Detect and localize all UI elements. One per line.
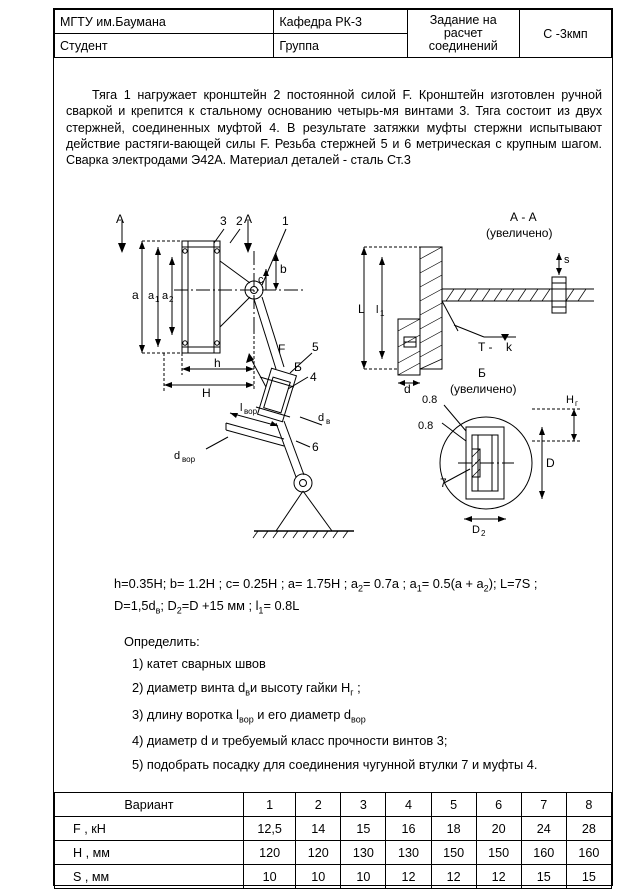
callout-6: 6 — [312, 440, 319, 454]
cell-f-7: 24 — [521, 817, 566, 841]
dim-D: D — [546, 456, 555, 470]
student-cell: Студент — [55, 34, 274, 58]
dim-dvorotok-sub: вор — [182, 455, 196, 464]
cell-f-6: 20 — [476, 817, 521, 841]
dim-D2: D — [472, 524, 480, 536]
formula-l2-sub1: в — [155, 606, 161, 617]
dim-h: h — [214, 356, 221, 370]
cell-s-6: 12 — [476, 865, 521, 889]
formula-l1-a: h=0.35H; b= 1.2H ; c= 0.25H ; a= 1.75H ; a — [114, 576, 359, 591]
cell-s-2: 10 — [296, 865, 341, 889]
formula-block — [114, 574, 584, 619]
determine-item-3-sub: вор — [239, 714, 254, 725]
cell-variant-7: 7 — [521, 793, 566, 817]
formula-l1-sub3: 2 — [483, 583, 489, 594]
cell-s-8: 15 — [566, 865, 611, 889]
formula-l1-mid: = 0.7a ; a — [363, 576, 417, 591]
dim-Hg: H — [566, 394, 574, 406]
cell-h-4: 130 — [386, 841, 431, 865]
determine-item-4: 4) диаметр d и требуемый класс прочности винтов 3; — [132, 733, 448, 749]
dim-c: c — [258, 274, 264, 286]
cell-h-8: 160 — [566, 841, 611, 865]
dim-l1-sub: 1 — [380, 309, 385, 318]
cell-s-4: 12 — [386, 865, 431, 889]
formula-line-1 — [114, 574, 584, 596]
determine-item-2-end: ; — [353, 680, 361, 695]
dim-lvorotok-sub: вор — [244, 407, 258, 416]
cell-s-5: 12 — [431, 865, 476, 889]
department-cell: Кафедра РК-3 — [274, 10, 407, 34]
cell-variant-3: 3 — [341, 793, 386, 817]
detail-b-title: Б — [478, 366, 486, 380]
determine-item-2-a: 2) диаметр винта d — [132, 680, 246, 695]
callout-2: 2 — [236, 214, 243, 228]
callout-5: 5 — [312, 340, 319, 354]
drawing-svg — [54, 201, 612, 561]
cell-variant-5: 5 — [431, 793, 476, 817]
dim-d: d — [404, 382, 411, 396]
cell-f-3: 15 — [341, 817, 386, 841]
row-label-variant: Вариант — [55, 793, 244, 817]
determine-item-3-a: 3) длину воротка l — [132, 706, 240, 722]
row-label-s: S , мм — [55, 865, 244, 889]
dim-l1: l — [376, 304, 379, 316]
group-cell: Группа — [274, 34, 407, 58]
formula-l2-a: D=1,5d — [114, 598, 156, 614]
label-t-k: T - — [478, 340, 493, 354]
label-a-right: А — [244, 212, 253, 226]
cell-variant-4: 4 — [386, 793, 431, 817]
dim-a2-sub: 2 — [169, 295, 174, 304]
cell-h-5: 150 — [431, 841, 476, 865]
detail-b-sub: (увеличено) — [450, 382, 517, 396]
cell-s-1: 10 — [244, 865, 296, 889]
dim-L: L — [358, 302, 365, 316]
determine-item-5: 5) подобрать посадку для соединения чугунной втулки 7 и муфты 4. — [132, 757, 538, 773]
cell-f-5: 18 — [431, 817, 476, 841]
dim-Hg-sub: г — [575, 399, 578, 408]
determine-item-2-tail: и высоту гайки Н — [250, 680, 351, 695]
dim-a: a — [132, 288, 139, 302]
cell-f-2: 14 — [296, 817, 341, 841]
variants-table — [54, 792, 612, 889]
cell-variant-2: 2 — [296, 793, 341, 817]
row-label-f: F , кН — [55, 817, 244, 841]
formula-line-2 — [114, 596, 584, 618]
determine-list — [124, 656, 604, 772]
cell-s-7: 15 — [521, 865, 566, 889]
cell-variant-6: 6 — [476, 793, 521, 817]
formula-l2-mid: ; D — [160, 598, 177, 614]
callout-7: 7 — [440, 476, 447, 490]
determine-item-2-sub2: г — [350, 687, 354, 698]
cell-h-7: 160 — [521, 841, 566, 865]
formula-l2-sub3: 1 — [258, 606, 264, 617]
dim-dvorotok: d — [174, 450, 181, 462]
table-row — [55, 865, 612, 889]
formula-l1-end: = 0.5(a + a — [421, 576, 484, 591]
dim-D2-sub: 2 — [481, 529, 486, 538]
cell-variant-1: 1 — [244, 793, 296, 817]
table-row — [55, 817, 612, 841]
dim-a2: a — [162, 290, 169, 302]
dim-dv-sub: в — [326, 417, 331, 426]
cell-h-1: 120 — [244, 841, 296, 865]
determine-title: Определить: — [124, 634, 200, 649]
weld-08-bottom: 0.8 — [418, 420, 434, 432]
cell-f-1: 12,5 — [244, 817, 296, 841]
determine-block — [124, 634, 604, 781]
intro-text: Тяга 1 нагружает кронштейн 2 постоянной силой F. Кронштейн изготовлен ручной сваркой и крепится к стальному основанию четырь-мя винтами 3. Тяга состоит из двух стержней, соединенных муфтой 4. В результате затяжки муфты стержни испытывают действие растяги-вающей силы F. Резьба стержней 5 и 6 метрическая с крупным шагом. Сварка электродами Э42А. Материал деталей - сталь Ст.3 — [66, 88, 602, 168]
dim-H: H — [202, 386, 211, 400]
determine-item-1: 1) катет сварных швов — [132, 656, 266, 671]
variant-code-cell: С -3кмп — [519, 10, 611, 58]
dim-a1-sub: 1 — [155, 295, 160, 304]
cell-h-2: 120 — [296, 841, 341, 865]
callout-1: 1 — [282, 214, 289, 228]
determine-item-2 — [132, 680, 604, 698]
determine-item-3-tail: и его диаметр d — [253, 706, 352, 722]
callout-3: 3 — [220, 214, 227, 228]
university-cell: МГТУ им.Баумана — [55, 10, 274, 34]
label-k: k — [506, 340, 512, 354]
dim-F: F — [278, 342, 286, 356]
section-aa-title: А - А — [510, 210, 537, 224]
dim-lvorotok: l — [240, 402, 243, 414]
header-row-1 — [55, 10, 612, 34]
cell-f-8: 28 — [566, 817, 611, 841]
determine-item-3-sub2: вор — [351, 714, 366, 725]
formula-l2-mid2: =D +15 мм ; l — [181, 598, 259, 614]
formula-l1-sub2: 1 — [416, 583, 422, 594]
dim-a1: a — [148, 290, 155, 302]
label-b-detail: Б — [294, 360, 302, 374]
formula-l1-sub1: 2 — [358, 583, 364, 594]
cell-s-3: 10 — [341, 865, 386, 889]
weld-08-top: 0.8 — [422, 394, 438, 406]
row-label-h: Н , мм — [55, 841, 244, 865]
section-aa-sub: (увеличено) — [486, 226, 553, 240]
determine-item-3 — [132, 707, 604, 725]
dim-b: b — [280, 262, 287, 276]
intro-paragraph — [66, 87, 602, 169]
callout-4: 4 — [310, 370, 317, 384]
technical-drawing — [54, 201, 612, 561]
cell-f-4: 16 — [386, 817, 431, 841]
formula-l2-tail: = 0.8L — [263, 598, 300, 614]
cell-variant-8: 8 — [566, 793, 611, 817]
formula-l1-tail: ); L=7S ; — [488, 576, 538, 591]
cell-h-3: 130 — [341, 841, 386, 865]
cell-h-6: 150 — [476, 841, 521, 865]
formula-l2-sub2: 2 — [176, 606, 182, 617]
table-row — [55, 841, 612, 865]
label-a-left: А — [116, 212, 125, 226]
determine-item-2-sub: в — [245, 687, 250, 698]
table-row — [55, 793, 612, 817]
task-title-cell: Задание на расчет соединений — [407, 10, 519, 58]
sheet-border — [53, 8, 613, 886]
dim-s: s — [564, 254, 570, 266]
header-table — [54, 9, 612, 58]
dim-dv: d — [318, 412, 325, 424]
